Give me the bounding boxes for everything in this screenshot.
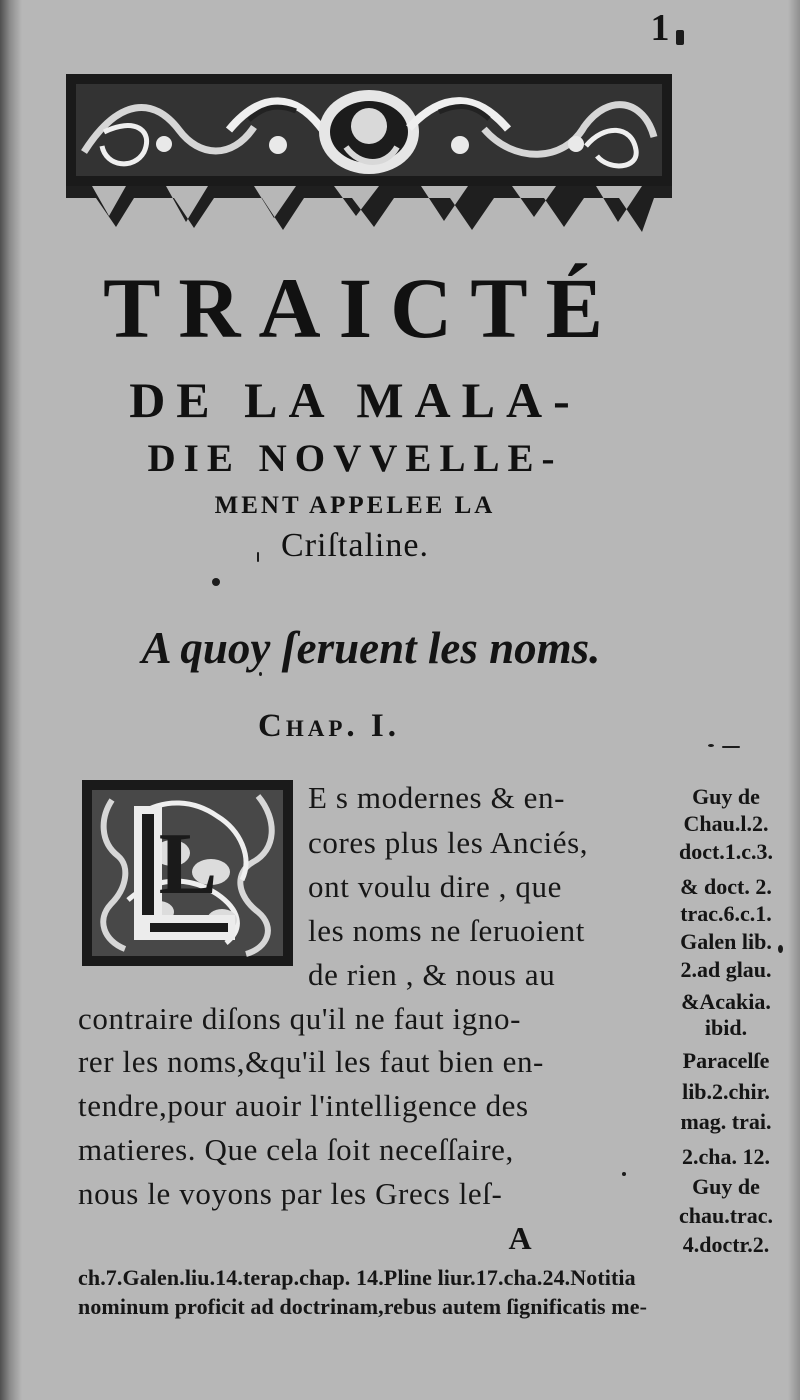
- body-line: cores plus les Anciés,: [308, 825, 589, 860]
- margin-note: Guy de: [692, 784, 760, 809]
- body-line: nous le voyons par les Grecs leſ-: [78, 1176, 503, 1211]
- title-main: TRAICTÉ: [103, 260, 621, 356]
- footnote-line: ch.7.Galen.liu.14.terap.chap. 14.Pline liur.17.cha.24.Notitia: [78, 1265, 636, 1290]
- margin-note: mag. trai.: [680, 1109, 772, 1134]
- body-line: E s modernes & en-: [308, 780, 566, 815]
- margin-note: Guy de: [692, 1174, 760, 1199]
- margin-note: 4.doctr.2.: [682, 1232, 770, 1257]
- title-line-3: DIE NOVVELLE-: [147, 437, 563, 480]
- margin-note: & doct. 2.: [680, 874, 772, 899]
- margin-note: Paracelſe: [682, 1048, 770, 1073]
- initial-letter-glyph: L: [158, 816, 218, 913]
- ink-speck: [676, 30, 684, 45]
- ink-speck: [708, 744, 714, 747]
- margin-note: Galen lib.: [680, 929, 772, 954]
- body-line: ont voulu dire , que: [308, 869, 562, 904]
- margin-note: Chau.l.2.: [683, 811, 769, 836]
- margin-note: lib.2.chir.: [682, 1079, 770, 1104]
- title-line-5: Criſtaline.: [281, 527, 429, 564]
- signature-mark: A: [508, 1220, 532, 1256]
- margin-note: 2.cha. 12.: [682, 1144, 770, 1169]
- ink-speck: [212, 578, 220, 586]
- body-line: les noms ne ſeruoient: [308, 913, 585, 948]
- body-line: tendre,pour auoir l'intelligence des: [78, 1088, 529, 1123]
- margin-note: chau.trac.: [678, 1203, 774, 1228]
- margin-note: &Acakia.: [681, 989, 771, 1014]
- margin-note: doct.1.c.3.: [678, 839, 774, 864]
- title-line-2: DE LA MALA-: [129, 372, 581, 428]
- body-line: rer les noms,&qu'il les faut bien en-: [78, 1044, 544, 1079]
- margin-note: trac.6.c.1.: [680, 901, 772, 926]
- body-line: de rien , & nous au: [308, 957, 556, 992]
- footnote-line: nominum proficit ad doctrinam,rebus autem ſignificatis me-: [78, 1294, 648, 1319]
- decorated-initial-letter-icon: [80, 778, 295, 968]
- chapter-heading: Chap. I.: [258, 708, 400, 744]
- page-spine-shadow: [0, 0, 22, 1400]
- margin-note: 2.ad glau.: [680, 957, 772, 982]
- body-line: contraire diſons qu'il ne faut igno-: [78, 1001, 521, 1036]
- page-number: 1: [650, 7, 670, 49]
- body-line: matieres. Que cela ſoit neceſſaire,: [78, 1132, 514, 1167]
- ink-speck: [257, 552, 259, 562]
- ink-speck: [622, 1172, 626, 1176]
- ornamental-headpiece-icon: [64, 72, 674, 232]
- title-line-4: MENT APPELEE LA: [214, 492, 496, 519]
- section-subtitle: A quoy ſeruent les noms.: [141, 623, 601, 673]
- ink-speck: [722, 746, 740, 748]
- margin-note: ibid.: [704, 1015, 748, 1040]
